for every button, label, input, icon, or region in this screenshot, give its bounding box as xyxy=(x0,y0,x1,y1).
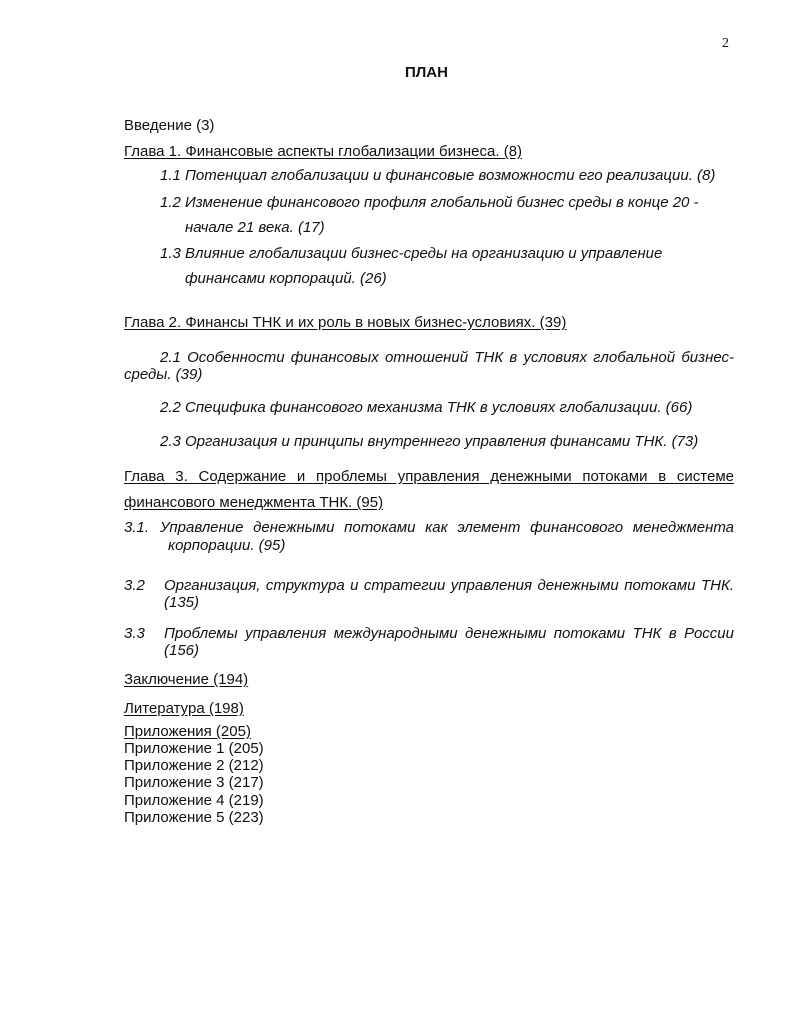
toc-conclusion: Заключение (194) xyxy=(124,671,249,688)
toc-section-2-3: 2.3 Организация и принципы внутреннего управления финансами ТНК. (73) xyxy=(160,433,699,450)
toc-section-1-3-line-1: 1.3 Влияние глобализации бизнес-среды на организацию и управление xyxy=(160,245,663,262)
toc-section-3-2 xyxy=(124,577,734,617)
toc-appendix-item: Приложение 5 (223) xyxy=(124,809,264,826)
toc-chapter-3-heading-line-2: финансового менеджмента ТНК. (95) xyxy=(124,494,384,511)
toc-appendix-item: Приложение 2 (212) xyxy=(124,757,264,774)
toc-section-3-3 xyxy=(124,625,734,665)
toc-appendix-item: Приложение 3 (217) xyxy=(124,774,264,791)
toc-chapter-3-heading-line-1: Глава 3. Содержание и проблемы управления денежными потоками в системе xyxy=(124,468,734,485)
toc-section-1-1: 1.1 Потенциал глобализации и финансовые возможности его реализации. (8) xyxy=(160,167,716,184)
toc-section-3-1-number: 3.1. xyxy=(124,519,150,536)
toc-section-2-1-line-1-text: 2.1 Особенности финансовых отношений ТНК в условиях глобальной бизнес- xyxy=(160,349,734,366)
toc-section-1-2-line-2: начале 21 века. (17) xyxy=(185,219,325,236)
toc-section-1-3-line-2: финансами корпораций. (26) xyxy=(185,270,387,287)
toc-section-1-2-line-1: 1.2 Изменение финансового профиля глобальной бизнес среды в конце 20 - xyxy=(160,194,699,211)
toc-appendix-item: Приложение 4 (219) xyxy=(124,792,264,809)
toc-section-3-2-text: Организация, структура и стратегии управления денежными потоками ТНК. (135) xyxy=(164,577,734,611)
toc-chapter-1-heading: Глава 1. Финансовые аспекты глобализации бизнеса. (8) xyxy=(124,143,523,160)
toc-section-2-1-line-2: среды. (39) xyxy=(124,366,203,383)
toc-section-3-1 xyxy=(124,519,734,559)
toc-section-3-2-number: 3.2 xyxy=(124,577,145,594)
toc-section-3-1-line-2: корпорации. (95) xyxy=(168,537,286,554)
toc-literature: Литература (198) xyxy=(124,700,244,717)
toc-section-3-1-line-1: Управление денежными потоками как элемент финансового менеджмента xyxy=(160,519,734,536)
page-title: ПЛАН xyxy=(405,64,448,81)
toc-chapter-2-heading: Глава 2. Финансы ТНК и их роль в новых бизнес-условиях. (39) xyxy=(124,314,567,331)
toc-section-3-3-text: Проблемы управления международными денежными потоками ТНК в России (156) xyxy=(164,625,734,659)
page-number: 2 xyxy=(722,36,729,51)
toc-appendices-heading: Приложения (205) xyxy=(124,723,251,740)
toc-section-2-2: 2.2 Специфика финансового механизма ТНК в условиях глобализации. (66) xyxy=(160,399,693,416)
toc-section-2-1-line-1 xyxy=(124,349,734,366)
toc-section-3-3-number: 3.3 xyxy=(124,625,145,642)
toc-appendix-item: Приложение 1 (205) xyxy=(124,740,264,757)
toc-intro: Введение (3) xyxy=(124,117,215,134)
